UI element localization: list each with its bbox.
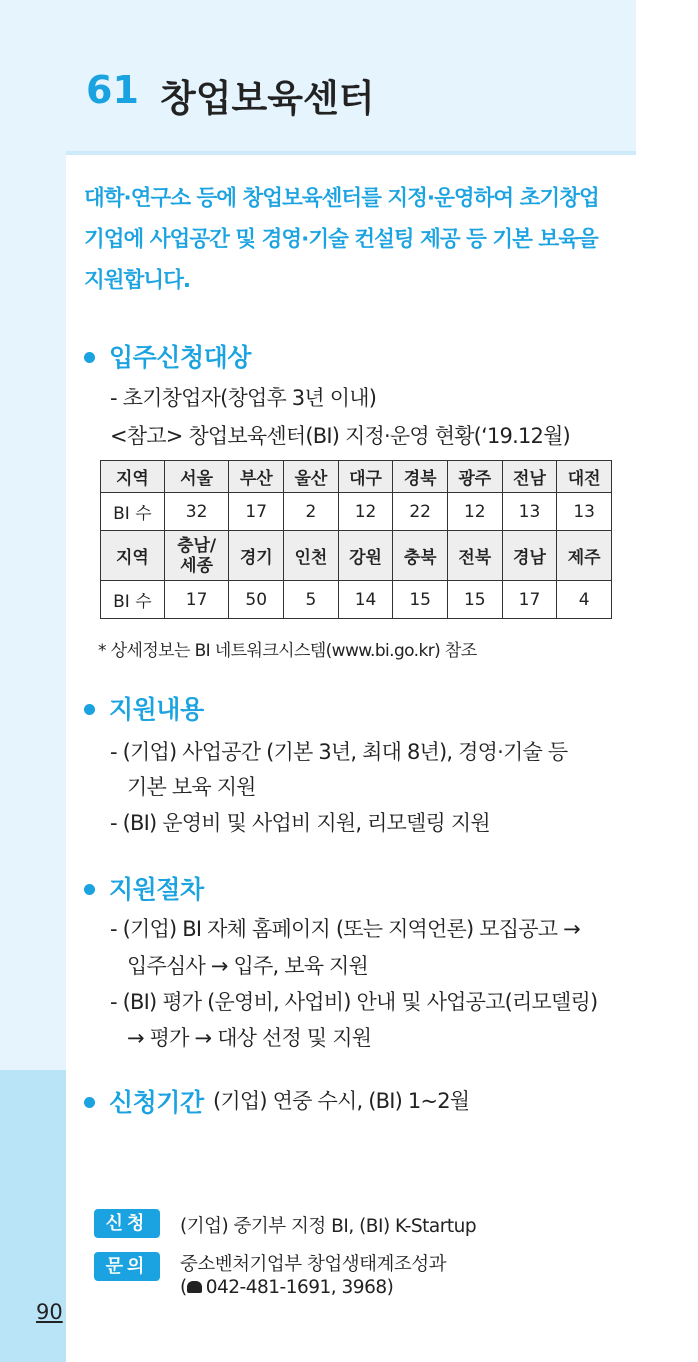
table-cell: 경북: [393, 461, 448, 493]
page-title: 창업보육센터: [160, 77, 375, 120]
contact-phone: ( 042-481-1691, 3968): [180, 1277, 394, 1298]
table-cell: 17: [229, 493, 284, 531]
table-cell: 13: [557, 493, 612, 531]
table-cell: 서울: [164, 461, 229, 493]
bullet-icon: [84, 1097, 95, 1108]
table-row: [101, 581, 612, 619]
table-cell: 충북: [393, 531, 448, 581]
section-title-target: 입주신청대상: [84, 338, 251, 374]
table-cell: 4: [557, 581, 612, 619]
table-cell: 14: [338, 581, 393, 619]
support-line: - (BI) 운영비 및 사업비 지원, 리모델링 지원: [110, 811, 490, 835]
period-text: (기업) 연중 수시, (BI) 1~2월: [213, 1089, 470, 1113]
table-cell: 5: [284, 581, 339, 619]
section-number: 61: [86, 68, 139, 112]
table-cell: 전북: [447, 531, 502, 581]
table-cell: 강원: [338, 531, 393, 581]
procedure-line: 입주심사 → 입주, 보육 지원: [127, 954, 369, 978]
reference-line: <참고> 창업보육센터(BI) 지정·운영 현황(‘19.12월): [110, 424, 570, 448]
table-cell: 대구: [338, 461, 393, 493]
table-cell: 지역: [101, 461, 165, 493]
intro-line: 지원합니다.: [84, 268, 191, 293]
table-cell: 인천: [284, 531, 339, 581]
table-cell: 울산: [284, 461, 339, 493]
intro-paragraph: [84, 178, 624, 301]
table-cell: 지역: [101, 531, 165, 581]
table-row: [101, 493, 612, 531]
table-cell: 광주: [447, 461, 502, 493]
table-cell: 경기: [229, 531, 284, 581]
procedure-line: - (BI) 평가 (운영비, 사업비) 안내 및 사업공고(리모델링): [110, 990, 598, 1014]
table-cell: 15: [447, 581, 502, 619]
procedure-line: - (기업) BI 자체 홈페이지 (또는 지역언론) 모집공고 →: [110, 917, 580, 941]
phone-icon: [187, 1281, 202, 1293]
table-cell: 부산: [229, 461, 284, 493]
table-cell: 17: [164, 581, 229, 619]
table-cell: 22: [393, 493, 448, 531]
table-cell: 12: [447, 493, 502, 531]
contact-org: 중소벤처기업부 창업생태계조성과: [180, 1254, 446, 1275]
bullet-icon: [84, 352, 95, 363]
contact-badge: 문의: [94, 1252, 160, 1281]
table-cell: 충남/ 세종: [164, 531, 229, 581]
section-title-support: 지원내용: [84, 690, 204, 726]
intro-line: 대학·연구소 등에 창업보육센터를 지정·운영하여 초기창업: [84, 186, 599, 211]
table-cell: 전남: [502, 461, 557, 493]
table-cell: 2: [284, 493, 339, 531]
table-cell: 15: [393, 581, 448, 619]
bullet-icon: [84, 884, 95, 895]
table-cell: 대전: [557, 461, 612, 493]
support-line: - (기업) 사업공간 (기본 3년, 최대 8년), 경영·기술 등: [110, 740, 568, 764]
section-title-procedure: 지원절차: [84, 870, 204, 906]
apply-badge: 신청: [94, 1209, 160, 1238]
header-divider: [66, 151, 636, 155]
section-title-period: 신청기간: [84, 1083, 204, 1119]
table-header-row: [101, 461, 612, 493]
page-number: 90: [36, 1300, 63, 1324]
table-cell: BI 수: [101, 493, 165, 531]
intro-line: 기업에 사업공간 및 경영·기술 컨설팅 제공 등 기본 보육을: [84, 227, 598, 252]
target-line: - 초기창업자(창업후 3년 이내): [110, 386, 377, 410]
table-cell: BI 수: [101, 581, 165, 619]
apply-text: (기업) 중기부 지정 BI, (BI) K-Startup: [180, 1216, 477, 1237]
procedure-line: → 평가 → 대상 선정 및 지원: [127, 1026, 372, 1050]
table-note: * 상세정보는 BI 네트워크시스템(www.bi.go.kr) 참조: [98, 641, 477, 661]
bullet-icon: [84, 704, 95, 715]
table-cell: 50: [229, 581, 284, 619]
table-cell: 17: [502, 581, 557, 619]
table-cell: 13: [502, 493, 557, 531]
table-cell: 제주: [557, 531, 612, 581]
support-line: 기본 보육 지원: [127, 775, 256, 799]
bi-status-table: [100, 460, 612, 619]
table-cell: 32: [164, 493, 229, 531]
table-cell: 경남: [502, 531, 557, 581]
table-cell: 12: [338, 493, 393, 531]
table-header-row: [101, 531, 612, 581]
